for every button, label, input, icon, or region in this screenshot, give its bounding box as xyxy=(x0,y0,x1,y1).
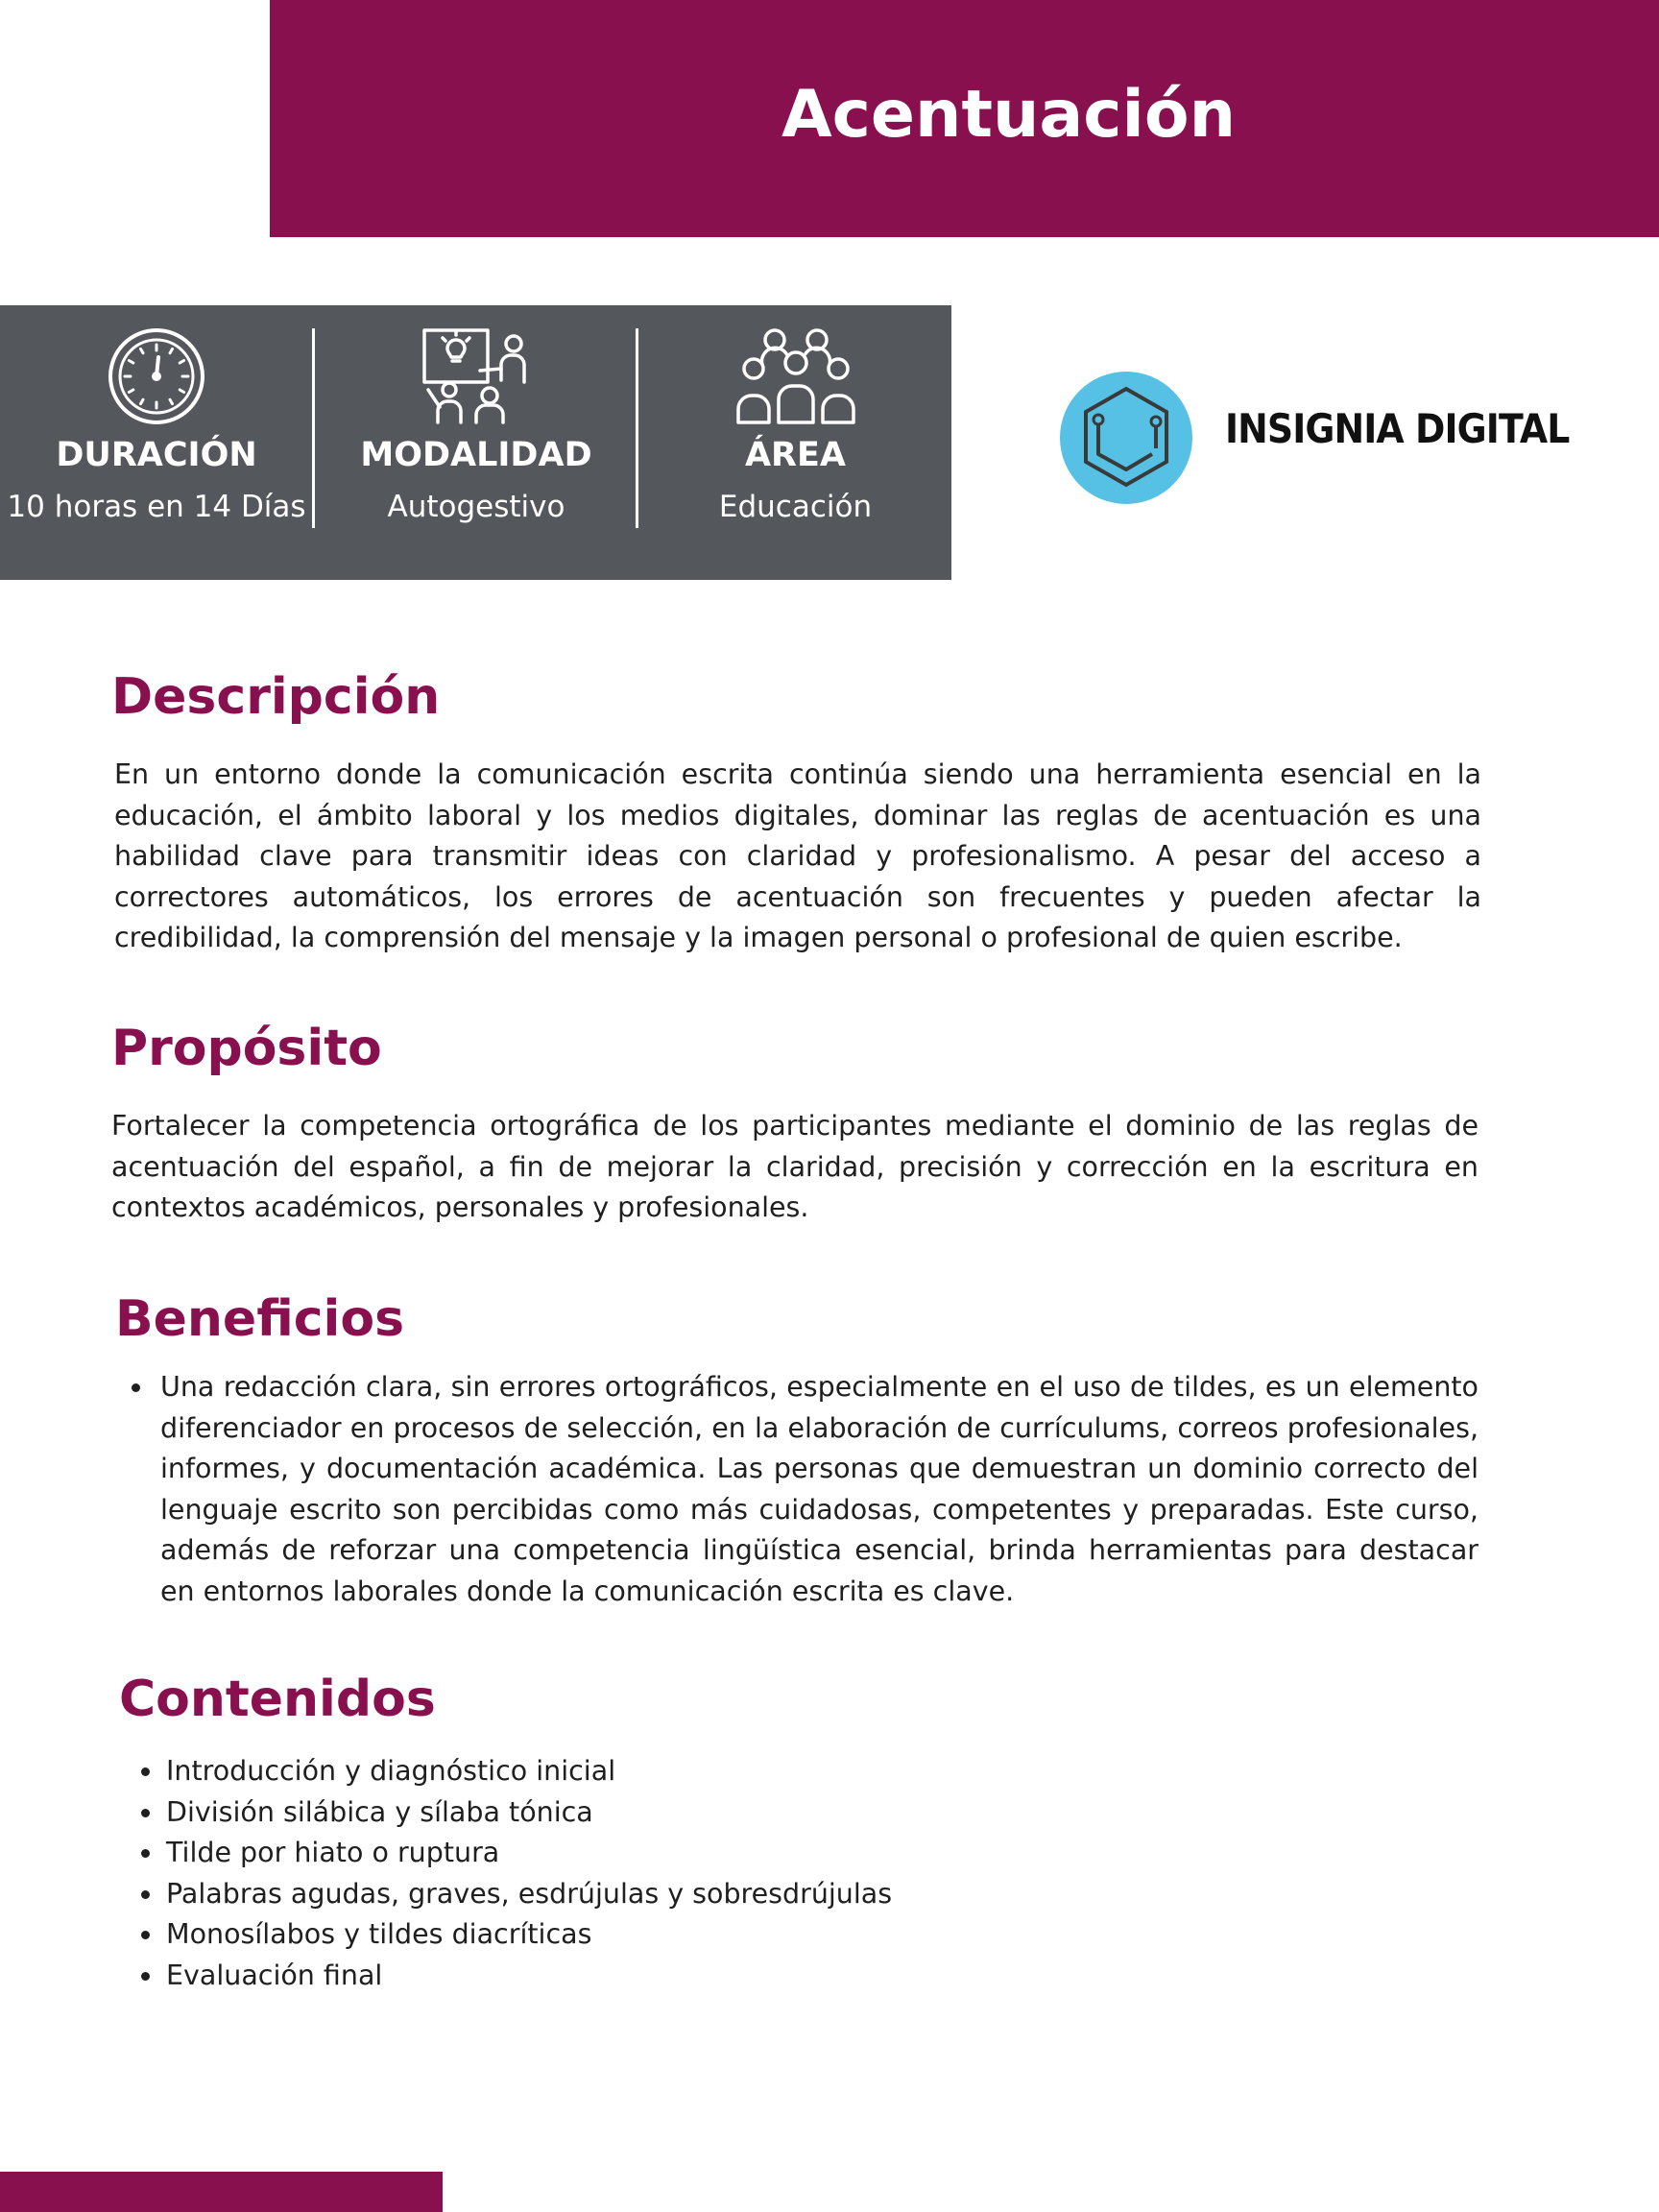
contents-list xyxy=(166,1751,1126,1996)
modality-label: MODALIDAD xyxy=(360,436,592,474)
title-banner xyxy=(270,0,1659,237)
digital-badge xyxy=(1060,372,1192,504)
list-item: División silábica y sílaba tónica xyxy=(166,1792,1126,1834)
clock-icon xyxy=(107,326,206,426)
description-text: En un entorno donde la comunicación escrita continúa siendo una herramienta esencial en la educación, el ámbito laboral y los medios digitales, dominar las reglas de acentuación es una habilidad clave para transmitir ideas con claridad y profesionalismo. A pesar del acceso a correctores automáticos, los errores de acentuación son frecuentes y pueden afectar la credibilidad, la comprensión del mensaje y la imagen personal o profesional de quien escribe. xyxy=(114,758,1481,953)
area-label: ÁREA xyxy=(744,436,847,474)
list-item: Introducción y diagnóstico inicial xyxy=(166,1751,1126,1792)
benefits-heading: Beneficios xyxy=(115,1290,405,1348)
hexagon-circuit-icon xyxy=(1060,372,1192,504)
area-block xyxy=(639,305,951,580)
divider xyxy=(312,328,315,528)
duration-label: DURACIÓN xyxy=(56,436,257,474)
list-item: Palabras agudas, graves, esdrújulas y sobresdrújulas xyxy=(166,1874,1126,1915)
description-heading: Descripción xyxy=(111,668,441,726)
list-item: Una redacción clara, sin errores ortográficos, especialmente en el uso de tildes, es un elemento diferenciador en procesos de selección, en la elaboración de currículums, correos profesionales, informes, y documentación académica. Las personas que demuestran un dominio correcto del lenguaje escrito son percibidas como más cuidadosas, competentes y preparadas. Este curso, además de reforzar una competencia lingüística esencial, brinda herramientas para destacar en entornos laborales donde la comunicación escrita es clave. xyxy=(160,1367,1479,1612)
modality-block xyxy=(316,305,637,580)
badge-label: INSIGNIA DIGITAL xyxy=(1225,405,1570,452)
divider xyxy=(636,328,638,528)
purpose-text: Fortalecer la competencia ortográfica de los participantes mediante el dominio de las reglas de acentuación del español, a fin de mejorar la claridad, precisión y corrección en la escritura en contextos académicos, personales y profesionales. xyxy=(111,1110,1479,1223)
modality-value: Autogestivo xyxy=(387,490,565,524)
duration-value: 10 horas en 14 Días xyxy=(7,490,306,524)
list-item: Evaluación final xyxy=(166,1956,1126,1997)
purpose-heading: Propósito xyxy=(111,1020,382,1077)
teacher-presentation-icon xyxy=(421,326,532,426)
footer-bar xyxy=(0,2172,443,2212)
people-group-icon xyxy=(733,326,858,426)
benefits-list xyxy=(160,1367,1479,1612)
list-item: Monosílabos y tildes diacríticas xyxy=(166,1914,1126,1956)
list-item: Tilde por hiato o ruptura xyxy=(166,1833,1126,1874)
course-info-panel xyxy=(0,305,951,580)
page-title: Acentuación xyxy=(781,77,1236,153)
duration-block xyxy=(0,305,313,580)
contents-heading: Contenidos xyxy=(119,1671,436,1728)
area-value: Educación xyxy=(718,490,873,524)
